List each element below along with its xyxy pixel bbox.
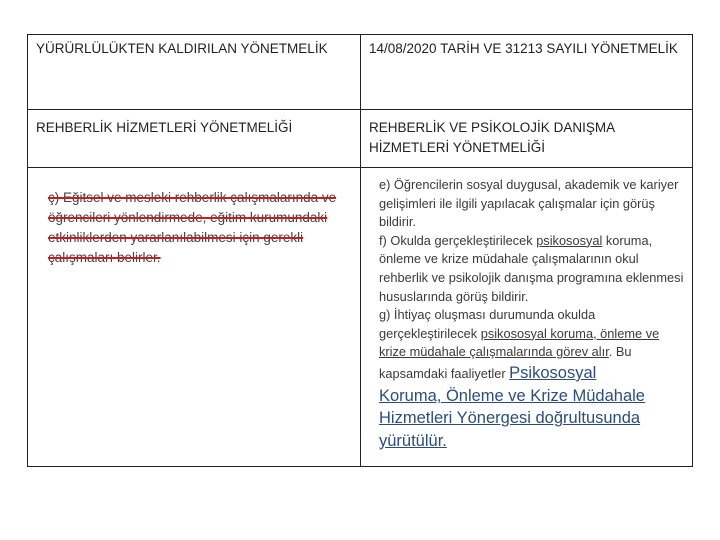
header-new-label: 14/08/2020 TARİH VE 31213 SAYILI YÖNETMELİK bbox=[369, 41, 678, 56]
clause-g bbox=[379, 306, 684, 452]
clause-e: e) Öğrencilerin sosyal duygusal, akademik ve kariyer gelişimleri ile ilgili yapılacak çalışmalar için görüş bildirir. bbox=[379, 177, 679, 230]
comparison-table bbox=[27, 34, 693, 467]
old-regulation-name: REHBERLİK HİZMETLERİ YÖNETMELİĞİ bbox=[36, 120, 293, 135]
header-cell-repealed bbox=[28, 35, 361, 110]
new-regulation-name: REHBERLİK VE PSİKOLOJİK DANIŞMA HİZMETLERİ YÖNETMELİĞİ bbox=[369, 120, 615, 155]
new-regulation-cell bbox=[361, 110, 693, 168]
header-repealed-label: YÜRÜRLÜLÜKTEN KALDIRILAN YÖNETMELİK bbox=[36, 41, 328, 56]
clause-f-text-2: koruma, önleme ve krize müdahale çalışmalarının okul rehberlik ve psikolojik danışma programına eklenmesi hususlarında görüş bildirir. bbox=[379, 232, 684, 304]
clause-g-underlined: psikososyal koruma, önleme ve krize müdahale çalışmalarında görev alır bbox=[379, 325, 660, 360]
table-header-row bbox=[28, 35, 693, 110]
old-content-cell bbox=[28, 168, 361, 467]
clause-g-text-2: . Bu kapsamdaki faaliyetler bbox=[379, 344, 632, 381]
content-row bbox=[28, 168, 693, 467]
header-cell-new bbox=[361, 35, 693, 110]
directive-title-start: Psikososyal bbox=[509, 363, 597, 382]
new-clauses bbox=[379, 176, 684, 452]
regulation-name-row bbox=[28, 110, 693, 168]
clause-f bbox=[379, 232, 684, 306]
repealed-clause-text: ç) Eğitsel ve mesleki rehberlik çalışmalarında ve öğrencileri yönlendirmede, eğitim kurumundaki etkinliklerden yararlanılabilmesi için gerekli çalışmaları belirler. bbox=[48, 190, 337, 265]
directive-title-rest: Koruma, Önleme ve Krize Müdahale Hizmetleri Yönergesi doğrultusunda yürütülür. bbox=[379, 386, 645, 450]
new-content-cell bbox=[361, 168, 693, 467]
clause-f-text-1: f) Okulda gerçekleştirilecek bbox=[379, 232, 537, 248]
clause-f-underlined: psikososyal bbox=[536, 232, 603, 248]
clause-g-text-1: g) İhtiyaç oluşması durumunda okulda gerçekleştirilecek bbox=[379, 307, 596, 341]
old-regulation-cell bbox=[28, 110, 361, 168]
